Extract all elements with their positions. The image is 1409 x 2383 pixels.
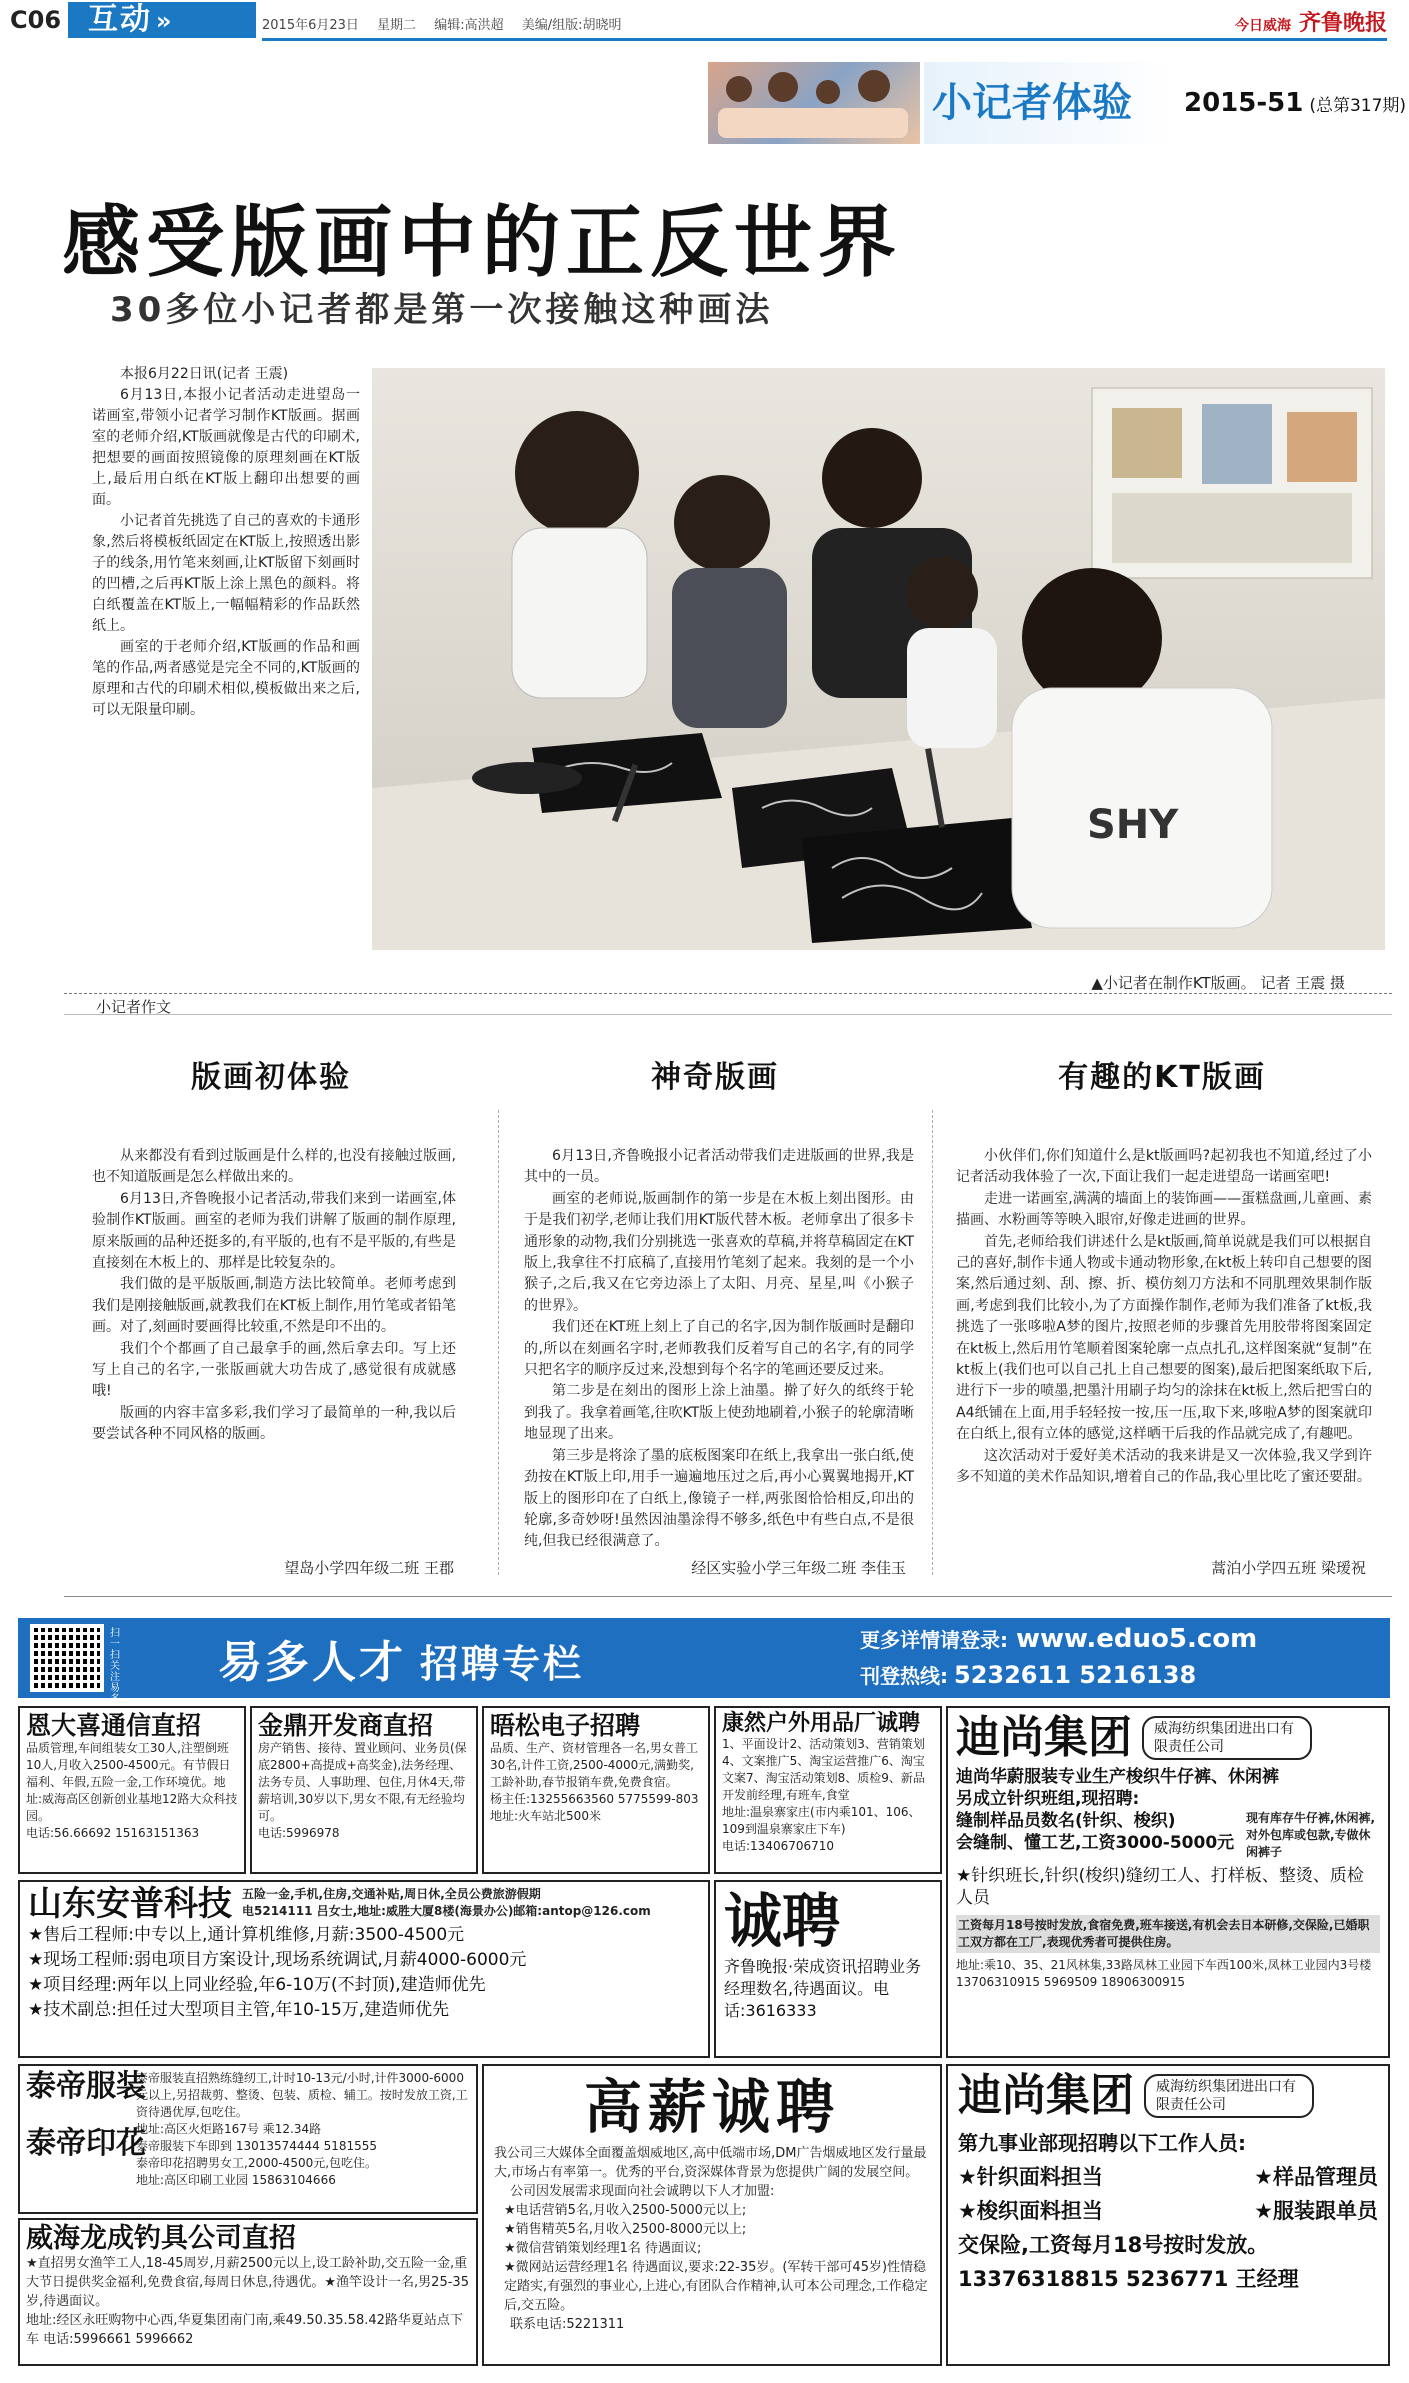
ad-line: 公司因发展需求现面向社会诚聘以下人才加盟: bbox=[510, 2184, 775, 2199]
ad-dishang-1 bbox=[946, 1706, 1390, 2058]
essay-author: 蒿泊小学四五班 梁瑷祝 bbox=[1211, 1559, 1366, 1577]
photo-caption: ▲小记者在制作KT版画。 记者 王震 摄 bbox=[1091, 974, 1345, 992]
lead-paragraph: 6月13日,本报小记者活动走进望岛一诺画室,带领小记者学习制作KT版画。据画室的老师介绍,KT版画就像是古代的印刷术,把想要的画面按照镜像的原理刻画在KT版上,最后用白纸在KT版上翻印出想要的画面。 bbox=[92, 387, 360, 508]
ad-org: 威海纺织集团进出口有限责任公司 bbox=[1142, 1716, 1312, 1760]
ad-line: ★针织班长,针织(梭织)缝纫工人、打样板、整烫、质检人员 bbox=[956, 1866, 1364, 1909]
qr-code-icon bbox=[30, 1624, 104, 1692]
essay-paragraph: 我们还在KT班上刻上了自己的名字,因为制作版画时是翻印的,所以在刻画名字时,老师教我们反着写自己的名字,有的同学只把名字的顺序反过来,没想到每个名字的笔画还要反过来。 bbox=[524, 1319, 914, 1379]
ad-title: 康然户外用品厂诚聘 bbox=[722, 1711, 921, 1736]
essay-body bbox=[934, 1146, 1390, 1489]
ad-title: 迪尚集团 bbox=[958, 2070, 1134, 2121]
banner-photo bbox=[708, 62, 920, 144]
column-issue bbox=[1184, 88, 1406, 118]
ads-title bbox=[218, 1626, 584, 1690]
ad-address: 地址:火车站北500米 bbox=[490, 1808, 601, 1823]
ad-body: 齐鲁晚报·荣成资讯招聘业务经理数名,待遇面议。电话:3616333 bbox=[724, 1957, 922, 2020]
essay-3 bbox=[934, 1052, 1390, 1577]
essay-paragraph: 第二步是在刻出的图形上涂上油墨。擀了好久的纸终于轮到我了。我拿着画笔,往吹KT版上使劲地刷着,小猴子的轮廓清晰地显现了出来。 bbox=[524, 1383, 914, 1443]
newspaper-brand bbox=[1235, 6, 1387, 37]
ads-title-suffix: 招聘专栏 bbox=[420, 1642, 585, 1686]
essay-title: 神奇版画 bbox=[651, 1060, 779, 1095]
ads-hotline-number: 5232611 5216138 bbox=[954, 1661, 1197, 1689]
ad-line: ★服装跟单员 bbox=[1254, 2199, 1378, 2224]
essay-paragraph: 版画的内容丰富多彩,我们学习了最简单的一种,我以后要尝试各种不同风格的版画。 bbox=[92, 1404, 456, 1443]
ad-contact: 电话:13406706710 bbox=[722, 1839, 835, 1854]
ad-body: 我公司三大媒体全面覆盖烟威地区,高中低端市场,DM广告烟威地区发行量最大,市场占有率第一。优秀的平台,资深媒体背景为您提供广阔的发展空间。 bbox=[494, 2146, 927, 2180]
ad-line: 另成立针织班组,现招聘: bbox=[956, 1789, 1140, 1810]
ads-banner bbox=[18, 1618, 1390, 1705]
issue-total: (总第317期) bbox=[1309, 96, 1407, 116]
double-chevron-icon: » bbox=[156, 7, 174, 35]
essay-title: 有趣的KT版画 bbox=[1058, 1060, 1266, 1095]
brand-logo: 齐鲁晚报 bbox=[1298, 11, 1387, 36]
lead-byline: 本报6月22日讯(记者 王震) bbox=[120, 366, 289, 382]
ad-title: 高薪诚聘 bbox=[583, 2073, 840, 2141]
essay-paragraph: 首先,老师给我们讲述什么是kt版画,简单说就是我们可以根据自己的喜好,制作卡通人物或卡通动物形象,在kt板上转印自己想要的图案,然后通过刻、刮、擦、折、模仿刻刀方法和不同肌理效果制作版画,考虑到我们比较小,为了方面操作制作,老师为我们准备了kt板,我挑选了一张哆啦A梦的图片,按照老师的步骤首先用胶带将图案固定在kt板上,然后用竹笔顺着图案轮廓一点点扎孔,这样图案就“复制”在kt板上(我们也可以自己扎上自己想要的图案),最后把图案纸取下后,进行下一步的喷墨,把墨汁用刷子均匀的涂抹在kt板上,然后把雪白的A4纸铺在上面,用手轻轻按一按,压一压,取下来,哆啦A梦的图案就印在白纸上,很有立体的感觉,这样晒干后我的作品就完成了,有趣吧。 bbox=[956, 1233, 1372, 1443]
lead-paragraph: 画室的于老师介绍,KT版画的作品和画笔的作品,两者感觉是完全不同的,KT版画的原理和古代的印刷术相似,模板做出来之后,可以无限量印刷。 bbox=[92, 639, 360, 718]
ad-address: 地址:乘10、35、21风林集,33路凤林工业园下车西100米,凤林工业园内3号楼 13706310915 5969509 18906300915 bbox=[956, 1958, 1372, 1990]
issue-date: 2015年6月23日 bbox=[262, 18, 359, 33]
ad-wusong bbox=[482, 1706, 710, 1874]
main-headline: 感受版画中的正反世界 bbox=[62, 197, 903, 288]
ad-line: 现有库存牛仔裤,休闲裤,对外包库或包款,专做休闲裤子 bbox=[1246, 1811, 1376, 1860]
ads-website bbox=[860, 1624, 1257, 1654]
ad-address: 地址:高区火炬路167号 乘12.34路 bbox=[136, 2122, 322, 2136]
ad-longcheng bbox=[18, 2218, 478, 2366]
ad-title: 恩大喜通信直招 bbox=[26, 1711, 202, 1740]
ad-contact: 电话:5996978 bbox=[258, 1825, 340, 1840]
ad-title: 晤松电子招聘 bbox=[490, 1711, 641, 1740]
ad-body: 品质、生产、资材管理各一名,男女普工30名,计件工资,2500-4000元,满勤奖,工龄补助,春节报销车费,免费食宿。 bbox=[490, 1740, 698, 1789]
section-divider bbox=[64, 1596, 1392, 1597]
ad-body: 房产销售、接待、置业顾问、业务员(保底2800+高提成+高奖金),法务经理、法务专员、人事助理、包住,月休4天,带薪培训,30岁以下,男女不限,有无经验均可。 bbox=[258, 1740, 467, 1823]
ad-line: ★样品管理员 bbox=[1254, 2165, 1378, 2190]
ad-line: 第九事业部现招聘以下工作人员: bbox=[958, 2131, 1246, 2156]
ad-address: 地址:经区永旺购物中心西,华夏集团南门南,乘49.50.35.58.42路华夏站点下车 电话:5996661 5996662 bbox=[26, 2312, 463, 2347]
ad-body: 泰帝服装直招熟练缝纫工,计时10-13元/小时,计件3000-6000元以上,另招裁剪、整烫、包装、质检、辅工。按时发放工资,工资待遇优厚,包吃住。 bbox=[136, 2071, 468, 2119]
ads-brand: 易多人才 bbox=[218, 1637, 406, 1688]
ad-line: ★现场工程师:弱电项目方案设计,现场系统调试,月薪4000-6000元 bbox=[28, 1950, 527, 1971]
column-title: 小记者体验 bbox=[924, 62, 1174, 144]
ad-address: 地址:温泉寨家庄(市内乘101、106、109到温泉寨家庄下车) bbox=[722, 1805, 921, 1837]
sub-headline: 30多位小记者都是第一次接触这种画法 bbox=[110, 290, 774, 330]
ad-contact: 杨主任:13255663560 5775599-803 bbox=[490, 1791, 699, 1806]
ad-line: ★电话营销5名,月收入2500-5000元以上; bbox=[504, 2203, 747, 2218]
ad-body: 品质管理,车间组装女工30人,注塑倒班10人,月收入2500-4500元。有节假日福利、年假,五险一金,工作环境优。地址:威海高区创新创业基地12路大众科技园。 bbox=[26, 1740, 238, 1823]
ad-line: 缝制样品员数名(针织、梭织) bbox=[956, 1811, 1176, 1832]
svg-text:SHY: SHY bbox=[1087, 802, 1179, 848]
ad-line: ★技术副总:担任过大型项目主管,年10-15万,建造师优先 bbox=[28, 2000, 450, 2021]
essay-paragraph: 我们做的是平版版画,制造方法比较简单。老师考虑到我们是刚接触版画,就教我们在KT板上制作,用竹笔或者铅笔画。对了,刻画时要画得比较重,不然是印不出的。 bbox=[92, 1276, 456, 1336]
ad-dishang-2 bbox=[946, 2064, 1390, 2366]
ad-line: 工资每月18号按时发放,食宿免费,班车接送,有机会去日本研修,交保险,已婚职工双方都在工厂,表现优秀者可提供住房。 bbox=[956, 1915, 1380, 1953]
ad-benefits: 五险一金,手机,住房,交通补贴,周日休,全员公费旅游假期 bbox=[242, 1887, 541, 1901]
essay-author: 望岛小学四年级二班 王郡 bbox=[284, 1559, 454, 1577]
essay-title: 版画初体验 bbox=[191, 1060, 351, 1095]
page-header bbox=[0, 0, 1409, 40]
column-divider bbox=[498, 1110, 499, 1575]
issue-weekday: 星期二 bbox=[377, 18, 417, 33]
essay-paragraph: 这次活动对于爱好美术活动的我来讲是又一次体验,我又学到许多不知道的美术作品知识,增着自己的作品,我心里比吃了蜜还要甜。 bbox=[956, 1447, 1372, 1486]
essay-author: 经区实验小学三年级二班 李佳玉 bbox=[691, 1559, 906, 1577]
ad-contact: 泰帝服装下车即到 13013574444 5181555 bbox=[136, 2139, 378, 2153]
header-rule bbox=[262, 38, 1387, 41]
main-photo bbox=[372, 368, 1385, 950]
kids-section-label: 小记者作文 bbox=[96, 998, 172, 1016]
ad-contact: 电5214111 吕女士,地址:威胜大厦8楼(海景办公)邮箱:antop@126.com bbox=[242, 1904, 651, 1918]
ad-line: ★项目经理:两年以上同业经验,年6-10万(不封顶),建造师优先 bbox=[28, 1975, 486, 1996]
ad-title: 山东安普科技 bbox=[28, 1884, 232, 1924]
issue-info bbox=[262, 14, 636, 33]
ads-hotline bbox=[860, 1660, 1196, 1689]
ad-body: 泰帝印花招聘男女工,2000-4500元,包吃住。 bbox=[136, 2156, 378, 2170]
ad-line: ★梭织面料担当 bbox=[958, 2199, 1103, 2224]
essay-body bbox=[64, 1146, 478, 1446]
qr-label: 扫一扫 关注易多 bbox=[110, 1628, 120, 1705]
designer-credit: 美编/组版:胡晓明 bbox=[521, 18, 622, 33]
recruitment-ads bbox=[18, 1618, 1390, 2370]
ad-title: 金鼎开发商直招 bbox=[258, 1711, 434, 1740]
ad-title: 迪尚集团 bbox=[956, 1712, 1132, 1763]
ad-address: 地址:高区印刷工业园 15863104666 bbox=[136, 2173, 336, 2187]
ad-gaoxin bbox=[482, 2064, 942, 2366]
ad-line: 迪尚华蔚服装专业生产梭织牛仔裤、休闲裤 bbox=[956, 1767, 1279, 1788]
ad-anpu bbox=[18, 1880, 710, 2058]
section-divider bbox=[64, 993, 1392, 994]
ad-line: ★售后工程师:中专以上,通计算机维修,月薪:3500-4500元 bbox=[28, 1925, 465, 1946]
essay-2 bbox=[500, 1052, 930, 1577]
essay-paragraph: 我们个个都画了自己最拿手的画,然后拿去印。写上还写上自己的名字,一张版画就大功告成了,感觉很有成就感哦! bbox=[92, 1340, 456, 1400]
ad-taidi bbox=[18, 2064, 478, 2214]
ad-line: ★销售精英5名,月收入2500-8000元以上; bbox=[504, 2222, 747, 2237]
ad-chengpin bbox=[714, 1880, 942, 2058]
issue-number: 2015-51 bbox=[1184, 88, 1304, 118]
ad-jinding bbox=[250, 1706, 478, 1874]
essay-paragraph: 画室的老师说,版画制作的第一步是在木板上刻出图形。由于是我们初学,老师让我们用KT版代替木板。老师拿出了很多卡通形象的动物,我们分别挑选一张喜欢的草稿,并将草稿固定在KT版上,我拿往不打底稿了,直接用竹笔刻了起来。我刻的是一个小猴子,之后,我又在它旁边添上了太阳、月亮、星星,叫《小猴子的世界》。 bbox=[524, 1190, 914, 1314]
section-divider bbox=[64, 1014, 1392, 1015]
ads-website-label: 更多详情请登录: bbox=[860, 1628, 1008, 1652]
essay-paragraph: 走进一诺画室,满满的墙面上的装饰画——蛋糕盘画,儿童画、素描画、水粉画等等映入眼帘,好像走进画的世界。 bbox=[956, 1190, 1372, 1229]
ad-contact: 13376318815 5236771 王经理 bbox=[958, 2267, 1299, 2292]
section-name: 互动 bbox=[88, 2, 152, 37]
ad-kangran bbox=[714, 1706, 942, 1874]
ad-contact: 联系电话:5221311 bbox=[510, 2317, 625, 2332]
essay-body bbox=[500, 1146, 930, 1553]
lead-article bbox=[92, 364, 360, 721]
brand-edition: 今日威海 bbox=[1234, 18, 1291, 34]
ads-hotline-label: 刊登热线: bbox=[860, 1664, 948, 1688]
ad-title: 泰帝服装 bbox=[26, 2069, 146, 2104]
editor-credit: 编辑:高洪超 bbox=[434, 18, 504, 33]
ad-line: ★微网站运营经理1名 待遇面议,要求:22-35岁。(军转干部可45岁)性情稳定踏实,有强烈的事业心,上进心,有团队合作精神,认可本公司理念,工作稳定后,交五险。 bbox=[504, 2260, 928, 2313]
lead-paragraph: 小记者首先挑选了自己的喜欢的卡通形象,然后将模板纸固定在KT版上,按照透出影子的线条,用竹笔来刻画,让KT版留下刻画时的凹槽,之后再KT版上涂上黑色的颜料。将白纸覆盖在KT版上,一幅幅精彩的作品跃然纸上。 bbox=[92, 513, 360, 634]
ad-title: 威海龙成钓具公司直招 bbox=[26, 2223, 296, 2254]
ad-org: 威海纺织集团进出口有限责任公司 bbox=[1144, 2074, 1314, 2118]
column-banner bbox=[708, 62, 1407, 144]
essay-1 bbox=[64, 1052, 478, 1577]
essay-paragraph: 第三步是将涂了墨的底板图案印在纸上,我拿出一张白纸,使劲按在KT版上印,用手一遍遍地压过之后,再小心翼翼地揭开,KT版上的图形印在了白纸上,像镜子一样,两张图恰恰相反,印出的轮廓,多奇妙呀!虽然因油墨涂得不够多,纸色中有些白点,不是很纯,但我已经很满意了。 bbox=[524, 1447, 914, 1550]
column-divider bbox=[932, 1110, 933, 1575]
ad-line: 会缝制、懂工艺,工资3000-5000元 bbox=[956, 1833, 1235, 1854]
ad-title-secondary: 泰帝印花 bbox=[26, 2126, 146, 2161]
ad-line: ★针织面料担当 bbox=[958, 2165, 1103, 2190]
essay-paragraph: 小伙伴们,你们知道什么是kt版画吗?起初我也不知道,经过了小记者活动我体验了一次,下面让我们一起走进望岛一诺画室吧! bbox=[956, 1148, 1372, 1186]
ad-body: 1、平面设计2、活动策划3、营销策划4、文案推广5、淘宝运营推广6、淘宝文案7、淘宝活动策划8、质检9、新品开发前经理,有班车,食堂 bbox=[722, 1737, 925, 1803]
ad-body: ★直招男女渔竿工人,18-45周岁,月薪2500元以上,设工龄补助,交五险一金,重大节日提供奖金福利,免费食宿,每周日休息,待遇优。★渔竿设计一名,男25-35岁,待遇面议。 bbox=[26, 2255, 469, 2309]
essay-paragraph: 6月13日,齐鲁晚报小记者活动带我们走进版画的世界,我是其中的一员。 bbox=[524, 1148, 914, 1186]
ads-website-url[interactable]: www.eduo5.com bbox=[1016, 1624, 1258, 1654]
section-tab bbox=[68, 2, 256, 38]
ad-line: ★微信营销策划经理1名 待遇面议; bbox=[504, 2241, 702, 2256]
essay-paragraph: 从来都没有看到过版画是什么样的,也没有接触过版画,也不知道版画是怎么样做出来的。 bbox=[92, 1148, 456, 1186]
printmaking-class-photo bbox=[372, 368, 1385, 950]
page-number: C06 bbox=[10, 6, 62, 34]
ad-contact: 电话:56.66692 15163151363 bbox=[26, 1825, 200, 1840]
ad-title: 诚聘 bbox=[724, 1887, 841, 1955]
essay-paragraph: 6月13日,齐鲁晚报小记者活动,带我们来到一诺画室,体验制作KT版画。画室的老师为我们讲解了版画的制作原理,原来版画的品种还挺多的,有平版的,也有不是平版的,有些是直接刻在木板上的、那样是比较复杂的。 bbox=[92, 1190, 456, 1272]
ad-endaxi bbox=[18, 1706, 246, 1874]
ad-line: 交保险,工资每月18号按时发放。 bbox=[958, 2233, 1269, 2258]
